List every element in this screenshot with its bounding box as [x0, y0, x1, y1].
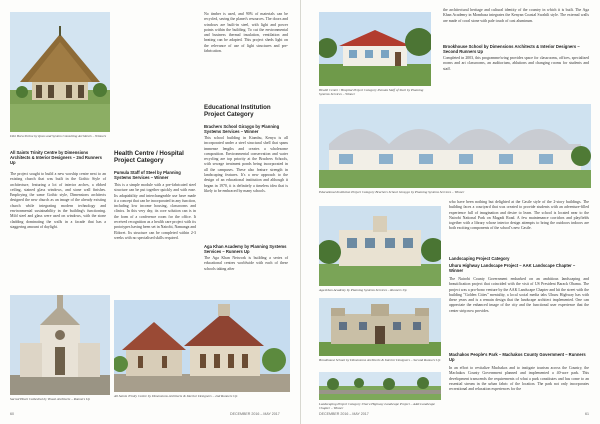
machakos-heading: Machakos People's Park – Machakos County Government – Runners Up — [449, 352, 586, 363]
pumula-body-continued: No timber is used, and 90% of materials can be recycled, saving the planet's resources. The doors and windows are built-in steel, with light and power points within the building. To cut the environmental and business thermal insulation, ventilation and heating can be adapted. This project sheds light on the relevance of use of light structures and pre-fabrication. — [204, 12, 288, 54]
right-page-number: 61 — [585, 412, 589, 416]
machakos-body: In an effort to revitalize Machakos and to instigate tourism across the Country, the Machakos County Government planned and implemented a 40-acre park. This development transcends the requirements of what a park constitutes and has come to an essential stream in the urban fabric of the location. The park not only incorporates recreational and relaxation experiences for the — [449, 366, 589, 392]
brookhouse-photo — [319, 298, 441, 356]
cathedral-photo — [10, 295, 110, 395]
brachers-photo — [319, 104, 591, 188]
aga-khan-body: The Aga Khan Network is building a series of educational centres worldwide with each of these schools taking after — [204, 256, 288, 271]
pumula-photo — [319, 12, 431, 86]
brachers-heading: Brachers School Giraygo by Planning Systems Services – Winner — [204, 124, 280, 135]
aga-khan-photo — [319, 206, 441, 286]
left-page-number: 60 — [10, 412, 14, 416]
all-saints-body: The project sought to build a new worship centre next to an existing church that was built in the Gothic Style of architecture, featuring a lot of interior arches, a ribbed ceiling, stained glass windows, and stone wall finishes. Employing the same Gothic style, Dimensions architects designed the new church as an image of the already existing church while integrating modern technology and environmental sustainability in the building's functioning. Mild steel and glass were used on windows, with the stone cladding dominating the walls in a facade that has a staggering amount of daylight. — [10, 172, 106, 229]
shrine-photo — [10, 12, 110, 132]
shrine-photo-caption: Dini Bora Shrine by Ipsos and System Consulting Architects – Winners — [10, 134, 107, 138]
all-saints-photo-caption: All Saints Trinity Centre by Dimensions Architects & Interior Designers – 2nd Runners Up — [114, 394, 238, 398]
uhuru-photo — [319, 372, 441, 400]
brookhouse-body: Completed in 2003, this programme/wing provides space for classrooms, offices, specialized rooms and art classrooms, an auditorium, ablutions and changing rooms for students and staff. — [443, 56, 589, 71]
brookhouse-photo-caption: Brookhouse School by Dimensions Architects & Interior Designers – Second Runners Up — [319, 358, 441, 362]
brookhouse-body-continued: who have been nothing but delighted at the Castle style of the 2-story buildings. The building faces a courtyard that was created to provide students with an adventure-filled experience full of imagination and desire to learn. The school is located near to the Nairobi National Park on Magadi Road. A few maintenance corridors and playfields together with a library whose interior design attempts to bring the outdoors indoors are both exciting components of the school's new Castle. — [449, 200, 589, 231]
pumula-heading: Pumula Staff of Steel by Planning Systems Services – Winner — [114, 170, 181, 181]
pumula-photo-caption: Health Centre / Hospital Project Category Pumula Staff of Steel by Planning Systems Services – Winner — [319, 88, 424, 97]
all-saints-heading: All Saints Trinity Centre by Dimensions Architects & Interior Designers – 2nd Runners Up — [10, 150, 102, 166]
uhuru-heading: Uhuru Highway Landscape Project – AAK Landscape Chapter – Winner — [449, 263, 576, 274]
uhuru-photo-caption: Landscaping Project Category Uhuru Highway Landscape Project – AAK Landscape Chapter – Winner — [319, 402, 435, 411]
pumula-body: This is a simple module with a pre-fabricated steel structure can be put together quickly and with ease. Its adaptability and interchangeable use have made it a concept that can be incorporated in any function, including low income housing, classrooms and clinics. In this very day, its core solution can is in the form of a conference room for the office. It received recognition as a health care project with its prototypes having been set in Nairobi, Namanga and Eldoret. Its structure can be completed within 2-3 weeks with no specialised skills required. — [114, 183, 196, 240]
brookhouse-heading: Brookhouse School by Dimensions Architects & Interior Designers – Second Runners Up — [443, 44, 580, 55]
all-saints-photo — [114, 300, 290, 392]
landscaping-section-heading: Landscaping Project Category — [449, 256, 510, 261]
aga-khan-body-continued: the architectural heritage and cultural identity of the country in which it is built. The Aga Khan Academy in Mombasa integrates the Kenyan Coastal Swahili style. The external walls are made of coral stone with pale touch of cast aluminum. — [443, 8, 589, 23]
left-issue-date: DECEMBER 2016 – MAY 2017 — [230, 412, 280, 416]
brachers-body: This school building in Kiambu, Kenya is all incorporated under a steel structural shell that spans immense lengths and creates a wholesome composition. Environmental conservation and water recycling are top priority at the Brachers Schools, with sewage treatment ponds being incorporated in all the campuses. These also feature strength in landscaping features. It's a new approach to the design of an educational institution and although it began in 1970, it is definitely a timeless idea that is likely to be embraced by many schools. — [204, 136, 288, 193]
brachers-photo-caption: Educational Institution Project Category Brachers School Giraygo by Planning Systems Services – Winner — [319, 190, 465, 194]
right-page — [300, 0, 600, 424]
right-issue-date: DECEMBER 2016 – MAY 2017 — [319, 412, 369, 416]
uhuru-body: The Nairobi County Government embarked on an ambitious landscaping and beautification project that coincided with the visit of US President Barack Obama. The project was a pro-bono venture by the AAK Landscape Chapter and hit the street with the building "Golden Cities" mentality, a local social media tabs Uhuru Highway has with these years and is a remain design that the landscape architect implemented. One can appreciate the enhanced image of the city and the functional user experience that the center strip now provides. — [449, 277, 589, 313]
aga-khan-photo-caption: Aga Khan Academy by Planning Systems Services – Runners Up — [319, 288, 407, 292]
aga-khan-heading: Aga Khan Academy by Planning Systems Services – Runners Up — [204, 244, 287, 255]
cathedral-photo-caption: Sacred Heart Cathedral by Visual Architects – Runners Up — [10, 397, 91, 401]
educational-section-heading: Educational Institution Project Category — [204, 104, 271, 119]
health-centre-section-heading: Health Centre / Hospital Project Category — [114, 150, 184, 165]
